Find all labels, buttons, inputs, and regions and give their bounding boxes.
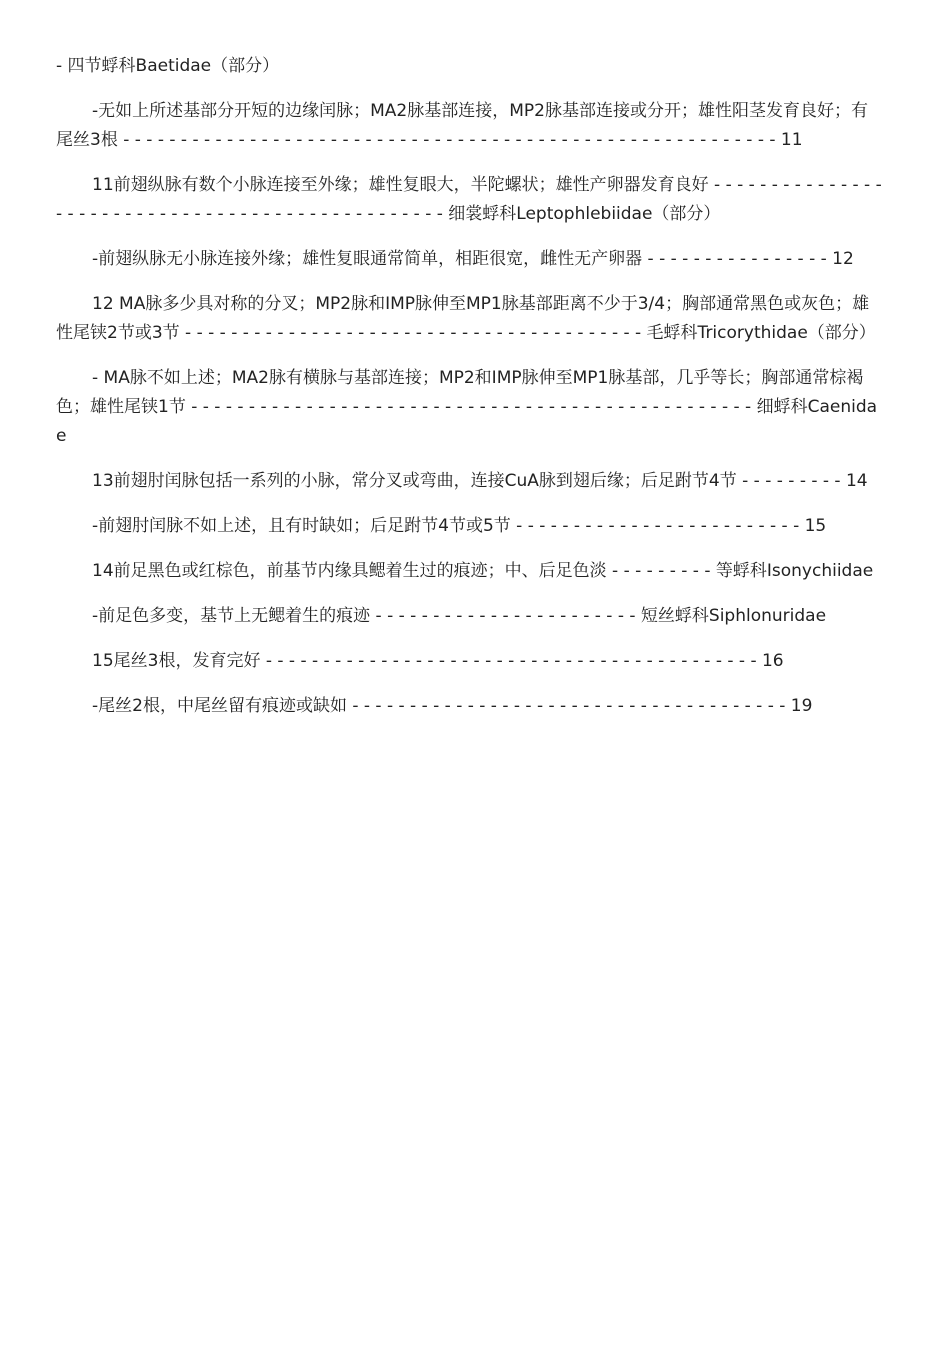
key-entry-couplet-14b: -前足色多变，基节上无鳃着生的痕迹 - - - - - - - - - - - - - - - - - - - - - - - 短丝蜉科Siphlonuridae <box>92 606 827 626</box>
key-entry-couplet-12b: - MA脉不如上述；MA2脉有横脉与基部连接；MP2和IMP脉伸至MP1脉基部，几乎等长；胸部通常棕褐色；雄性尾铗1节 - - - - - - - - - - - - - - - - - - - - - - - - - - - - - - - - - - - - - - - - - - - - - - - - - 细蜉科Caenidae <box>56 368 878 446</box>
key-entry-couplet-11b: -前翅纵脉无小脉连接外缘；雄性复眼通常简单，相距很宽，雌性无产卵器 - - - - - - - - - - - - - - - - 12 <box>92 249 854 269</box>
key-entry-couplet-15b: -尾丝2根，中尾丝留有痕迹或缺如 - - - - - - - - - - - - - - - - - - - - - - - - - - - - - - - - - - - - - - 19 <box>92 696 813 716</box>
key-entry-couplet-11a: 11前翅纵脉有数个小脉连接至外缘；雄性复眼大，半陀螺状；雄性产卵器发育良好 - - - - - - - - - - - - - - - - - - - - - - - - - - - - - - - - - - - - - - - - - - - - - - - - - 细裳蜉科Leptophlebiidae（部分） <box>56 175 882 224</box>
key-entry-couplet-14a: 14前足黑色或红棕色，前基节内缘具鳃着生过的痕迹；中、后足色淡 - - - - - - - - - 等蜉科Isonychiidae <box>92 561 874 581</box>
key-entry-couplet-15a: 15尾丝3根，发育完好 - - - - - - - - - - - - - - - - - - - - - - - - - - - - - - - - - - - - - - - - - - - 16 <box>92 651 784 671</box>
key-entry-couplet-12a: 12 MA脉多少具对称的分叉；MP2脉和IMP脉伸至MP1脉基部距离不少于3/4；胸部通常黑色或灰色；雄性尾铗2节或3节 - - - - - - - - - - - - - - - - - - - - - - - - - - - - - - - - - - - - - - - - 毛蜉科Tricorythidae（部分） <box>56 294 876 343</box>
key-entry-couplet-13a: 13前翅肘闰脉包括一系列的小脉，常分叉或弯曲，连接CuA脉到翅后缘；后足跗节4节 - - - - - - - - - 14 <box>92 471 868 491</box>
key-entry-couplet-13b: -前翅肘闰脉不如上述，且有时缺如；后足跗节4节或5节 - - - - - - - - - - - - - - - - - - - - - - - - - 15 <box>92 516 827 536</box>
key-entry-baetidae: - 四节蜉科Baetidae（部分） <box>56 56 280 76</box>
document-page <box>56 52 884 737</box>
key-entry-couplet-10b: -无如上所述基部分开短的边缘闰脉；MA2脉基部连接，MP2脉基部连接或分开；雄性阳茎发育良好；有尾丝3根 - - - - - - - - - - - - - - - - - - - - - - - - - - - - - - - - - - - - - - - - - - - - - - - - - - - - - - - - - 11 <box>56 101 868 150</box>
